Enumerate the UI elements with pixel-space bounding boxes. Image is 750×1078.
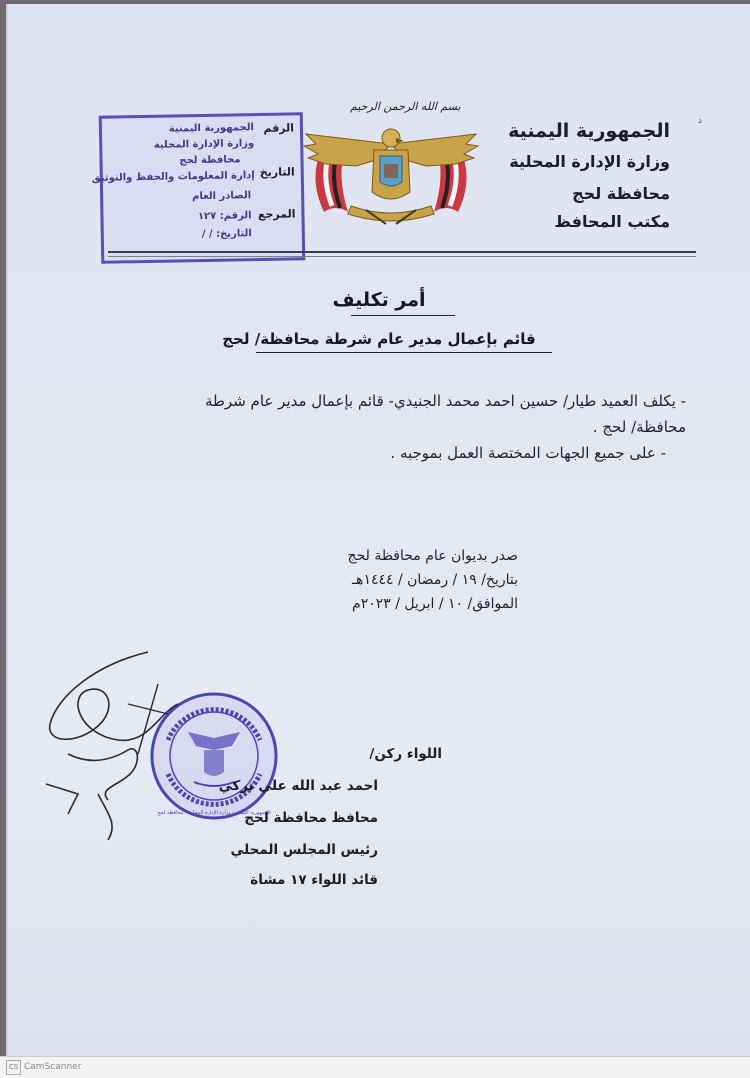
header-ministry: وزارة الإدارة المحلية [509,152,670,171]
stamp-line-4: إدارة المعلومات والحفظ والتوثيق [91,170,255,184]
paragraph-line-1: - يكلف العميد طيار/ حسين احمد محمد الجنيدي- قائم بإعمال مدير عام شرطة [204,392,686,410]
gregorian-date: الموافق/ ١٠ / ابريل / ٢٠٢٣م [352,596,518,612]
camscanner-icon: CS [6,1060,21,1075]
header-governorate: محافظة لحج [572,184,670,203]
document-subtitle: قائم بإعمال مدير عام شرطة محافظة/ لحج [222,330,536,348]
header-divider-thin [108,256,696,257]
stamp-line-5: الصادر العام [191,190,252,203]
scanner-footer [0,1056,750,1078]
subtitle-underline [256,352,552,353]
corner-mark: د [698,116,703,126]
signature-name: احمد عبد الله علي تركي [218,778,378,794]
document-title: أمر تكليف [332,289,426,311]
stamp-line-7: التاريخ: / / [201,228,252,241]
stamp-label-number: الرقم [263,121,295,135]
basmala: بسم الله الرحمن الرحيم [350,100,461,113]
stamp-line-6: الرقم: ١٢٧ [197,210,252,223]
issued-at: صدر بديوان عام محافظة لحج [347,548,518,564]
hijri-date: بتاريخ/ ١٩ / رمضان / ١٤٤٤هـ [351,572,518,588]
registry-stamp [91,112,306,264]
signature-title-governor: محافظ محافظة لحج [244,810,378,826]
yemen-eagle-emblem-icon [296,94,486,234]
round-stamp-text: الجمهورية اليمنية - وزارة الإدارة المحلية - محافظة لحج [157,810,271,816]
paragraph-line-2: محافظة/ لحج . [592,418,686,436]
signature-title-council: رئيس المجلس المحلي [230,842,378,858]
stamp-line-3: محافظة لحج [179,154,241,167]
title-underline [351,315,455,316]
stamp-label-ref: المرجع [257,207,296,222]
document-page [6,4,750,1056]
header-divider [108,251,696,253]
scanner-app-name: CamScanner [24,1062,82,1072]
stamp-line-2: وزارة الإدارة المحلية [153,138,255,151]
stamp-label-date: التاريخ [259,165,295,179]
header-republic: الجمهورية اليمنية [508,120,670,142]
stamp-line-1: الجمهورية اليمنية [168,122,255,135]
handwritten-signature [38,644,208,854]
paragraph-line-3: - على جميع الجهات المختصة العمل بموجبه . [390,444,666,462]
signature-rank: اللواء ركن/ [369,746,442,762]
header-office: مكتب المحافظ [554,212,670,231]
signature-title-brigade: قائد اللواء ١٧ مشاة [250,872,378,888]
